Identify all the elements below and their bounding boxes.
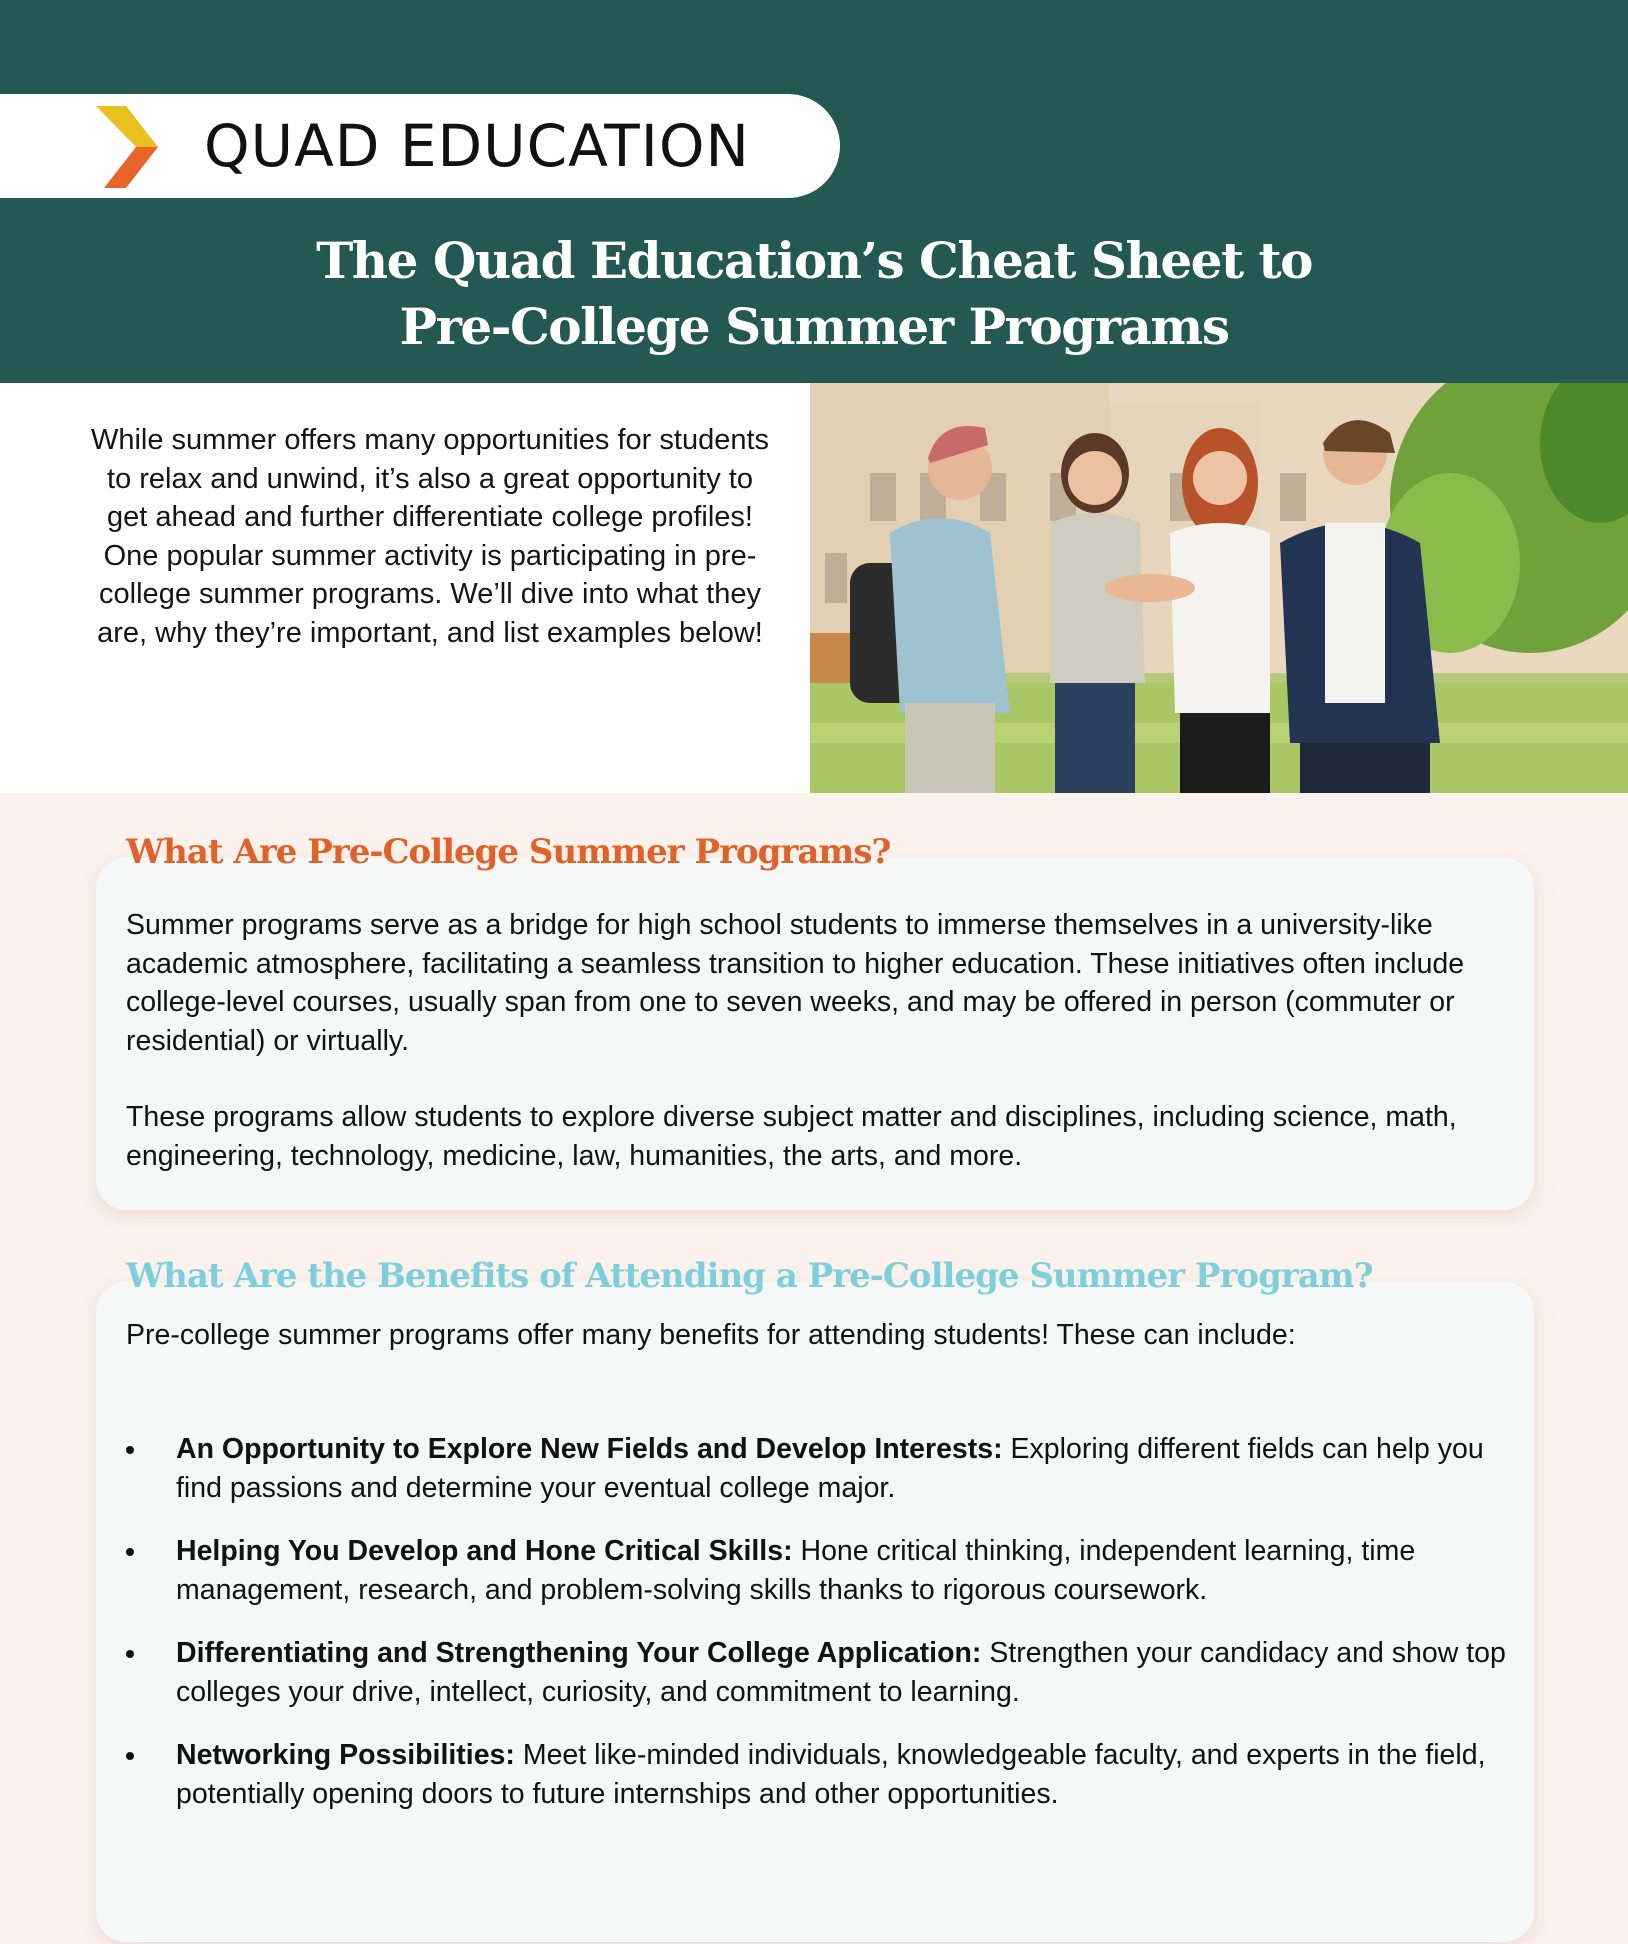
- benefit-text: Hone critical thinking, independent learning, time management, research, and problem-solving skills thanks to rigorous coursework.: [176, 1535, 1416, 1606]
- benefit-item: [126, 1430, 1516, 1507]
- what-are-programs-card: [96, 858, 1534, 1210]
- benefit-text: Strengthen your candidacy and show top colleges your drive, intellect, curiosity, and commitment to learning.: [176, 1637, 1506, 1708]
- benefit-item: [126, 1532, 1516, 1609]
- page-title: [0, 228, 1628, 360]
- bullet-icon: [126, 1446, 134, 1454]
- bullet-icon: [126, 1548, 134, 1556]
- bullet-icon: [126, 1752, 134, 1760]
- brand-name: QUAD EDUCATION: [204, 112, 750, 180]
- benefits-intro: Pre-college summer programs offer many benefits for attending students! These can include:: [126, 1319, 1296, 1351]
- benefit-text: Meet like-minded individuals, knowledgeable faculty, and experts in the field, potentially opening doors to future internships and other opportunities.: [176, 1739, 1486, 1810]
- logo: [0, 94, 840, 198]
- benefit-title: Helping You Develop and Hone Critical Skills:: [176, 1535, 793, 1567]
- benefit-item: [126, 1736, 1516, 1813]
- benefit-text: Exploring different fields can help you find passions and determine your eventual college major.: [176, 1433, 1484, 1504]
- chevron-logo-icon: [96, 106, 180, 188]
- title-line-1: The Quad Education’s Cheat Sheet to: [316, 231, 1312, 290]
- header-band: [0, 0, 1628, 383]
- title-line-2: Pre-College Summer Programs: [399, 297, 1229, 356]
- benefits-list: [126, 1430, 1516, 1838]
- section2-heading: What Are the Benefits of Attending a Pre-College Summer Program?: [126, 1256, 1373, 1296]
- benefit-item: [126, 1634, 1516, 1711]
- section1-heading: What Are Pre-College Summer Programs?: [126, 832, 891, 872]
- benefit-title: Networking Possibilities:: [176, 1739, 515, 1771]
- section1-paragraph-2: These programs allow students to explore diverse subject matter and disciplines, including science, math, engineering, technology, medicine, law, humanities, the arts, and more.: [126, 1101, 1457, 1172]
- intro-text: While summer offers many opportunities for students to relax and unwind, it’s also a great opportunity to get ahead and further differentiate college profiles! One popular summer activity is participating in pre-college summer programs. We’ll dive into what they are, why they’re important, and list examples below!: [90, 424, 770, 649]
- bullet-icon: [126, 1650, 134, 1658]
- intro-section: [0, 383, 810, 793]
- benefit-title: An Opportunity to Explore New Fields and Develop Interests:: [176, 1433, 1003, 1465]
- section1-paragraph-1: Summer programs serve as a bridge for high school students to immerse themselves in a university-like academic atmosphere, facilitating a seamless transition to higher education. These initiatives often include college-level courses, usually span from one to seven weeks, and may be offered in person (commuter or residential) or virtually.: [126, 909, 1465, 1057]
- students-illustration: [810, 383, 1628, 793]
- benefits-card: [96, 1282, 1534, 1942]
- benefit-title: Differentiating and Strengthening Your College Application:: [176, 1637, 982, 1669]
- students-photo: [810, 383, 1628, 793]
